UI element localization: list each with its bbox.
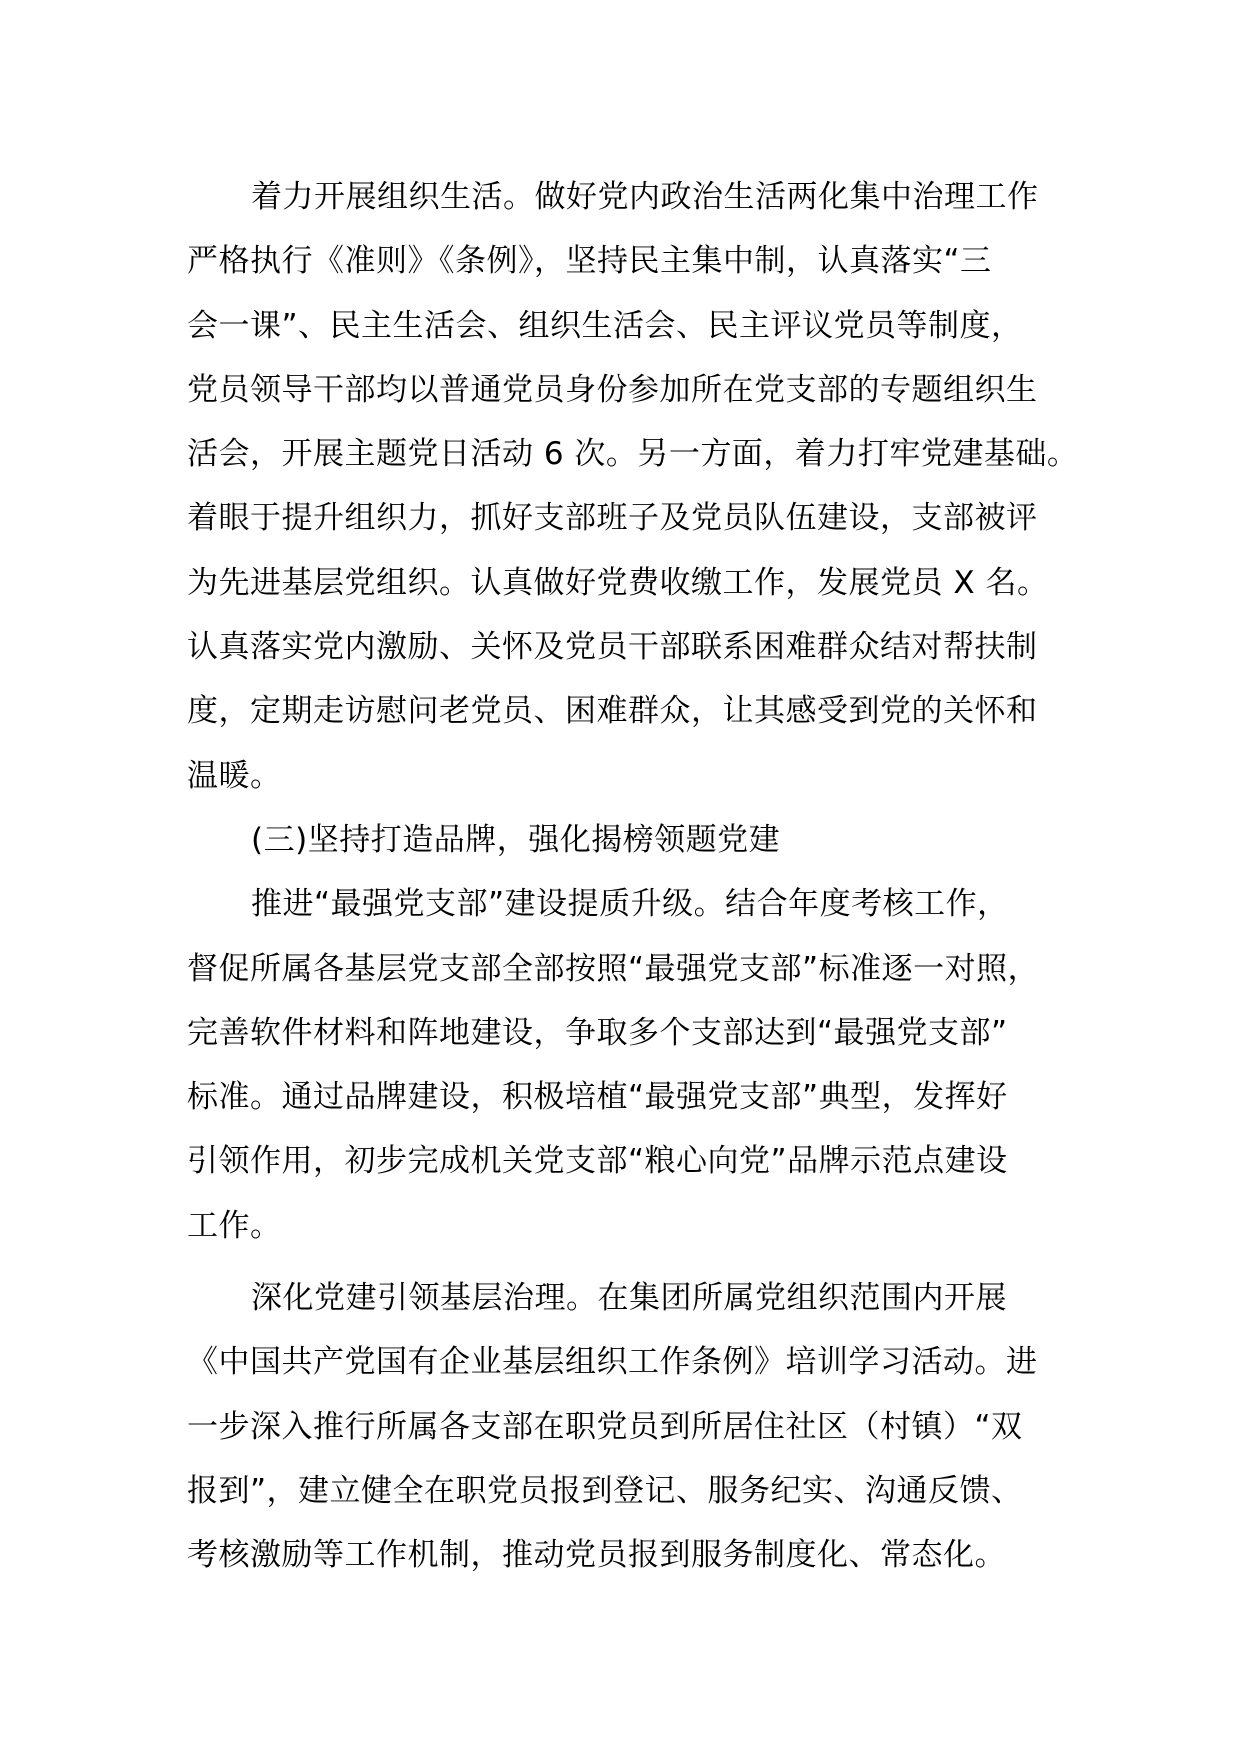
paragraph-line: 督促所属各基层党支部全部按照“最强党支部”标准逐一对照， [187, 950, 1040, 987]
paragraph [187, 1266, 1057, 1587]
document-body [187, 165, 1079, 1588]
paragraph-line: 着力开展组织生活。做好党内政治生活两化集中治理工作 [251, 179, 1039, 215]
paragraph-line: 为先进基层党组织。认真做好党费收缴工作，发展党员 X 名。 [187, 564, 1049, 601]
paragraph-line: 工作。 [187, 1207, 282, 1244]
paragraph-line: 认真落实党内激励、关怀及党员干部联系困难群众结对帮扶制 [187, 629, 1038, 666]
paragraph-line: 推进“最强党支部”建设提质升级。结合年度考核工作， [251, 886, 1009, 923]
paragraph-line: 着眼于提升组织力，抓好支部班子及党员队伍建设，支部被评 [187, 500, 1038, 537]
paragraph-line: 报到”，建立健全在职党员报到登记、服务纪实、沟通反馈、 [187, 1472, 1023, 1509]
section-heading: (三)坚持打造品牌，强化揭榜领题党建 [251, 821, 781, 858]
paragraph-line: 严格执行《准则》《条例》，坚持民主集中制，认真落实“三 [187, 243, 992, 280]
paragraph-gap [187, 1258, 1057, 1266]
paragraph-line: 一步深入推行所属各支部在职党员到所居住社区（村镇）“双 [187, 1408, 1023, 1445]
paragraph-line: 会一课”、民主生活会、组织生活会、民主评议党员等制度， [187, 307, 1023, 344]
paragraph-line: 完善软件材料和阵地建设，争取多个支部达到“最强党支部” [187, 1014, 1008, 1051]
paragraph-line: 度，定期走访慰问老党员、困难群众，让其感受到党的关怀和 [187, 693, 1038, 730]
paragraph [187, 165, 1079, 808]
paragraph-line: 考核激励等工作机制，推动党员报到服务制度化、常态化。 [187, 1537, 1006, 1574]
paragraph-line: 温暖。 [187, 757, 282, 794]
paragraph-line: 标准。通过品牌建设，积极培植“最强党支部”典型，发挥好 [187, 1079, 1008, 1116]
paragraph [187, 872, 1057, 1258]
paragraph-line: 活会，开展主题党日活动 6 次。另一方面，着力打牢党建基础。 [187, 436, 1079, 473]
paragraph-line: 《中国共产党国有企业基层组织工作条例》培训学习活动。进 [187, 1344, 1038, 1381]
paragraph-line: 深化党建引领基层治理。在集团所属党组织范围内开展 [251, 1280, 1007, 1317]
paragraph-line: 引领作用，初步完成机关党支部“粮心向党”品牌示范点建设 [187, 1143, 1008, 1180]
paragraph-line: 党员领导干部均以普通党员身份参加所在党支部的专题组织生 [187, 371, 1038, 408]
